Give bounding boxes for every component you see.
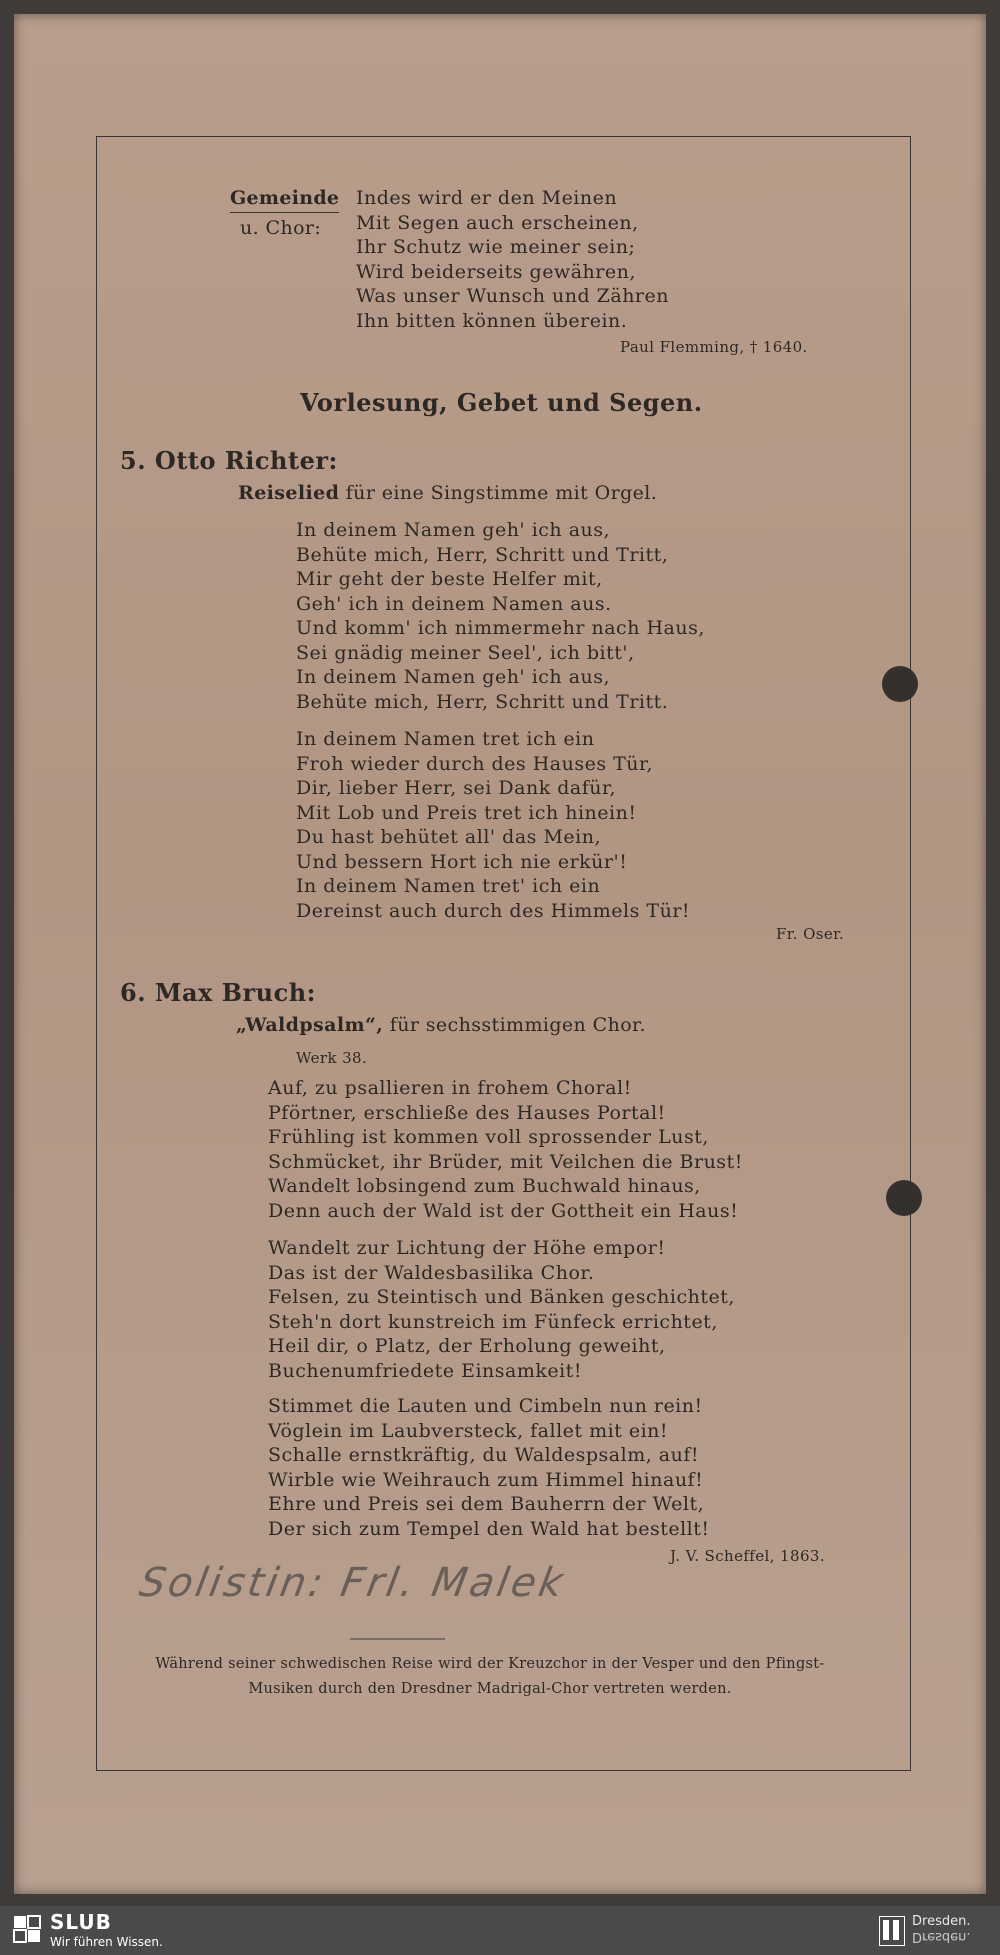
- work-description: für eine Singstimme mit Orgel.: [345, 482, 658, 504]
- verse-line: Vöglein im Laubversteck, fallet mit ein!: [268, 1419, 669, 1442]
- verse-line: Schalle ernstkräftig, du Waldespsalm, auf!: [268, 1444, 700, 1466]
- notice-line: Musiken durch den Dresdner Madrigal-Chor vertreten werden.: [248, 1681, 732, 1697]
- verse-line: Sei gnädig meiner Seel', ich bitt',: [296, 641, 635, 664]
- item-6-stanza-3: [268, 1394, 710, 1541]
- verse-line: Behüte mich, Herr, Schritt und Tritt,: [296, 543, 669, 566]
- slub-brand[interactable]: SLUB: [50, 1910, 112, 1934]
- punch-hole: [882, 666, 918, 702]
- verse-line: Dereinst auch durch des Himmels Tür!: [296, 899, 691, 922]
- verse-line: Ihn bitten können überein.: [356, 309, 628, 332]
- work-title: „Waldpsalm“,: [236, 1014, 384, 1036]
- verse-line: Der sich zum Tempel den Wald hat bestellt!: [268, 1517, 710, 1540]
- verse-line: Steh'n dort kunstreich im Fünfeck errichtet,: [268, 1310, 718, 1333]
- verse-line: Wandelt lobsingend zum Buchwald hinaus,: [268, 1175, 701, 1197]
- item-5-heading: [120, 446, 338, 475]
- verse-line: In deinem Namen geh' ich aus,: [296, 666, 611, 688]
- verse-line: Dir, lieber Herr, sei Dank dafür,: [296, 777, 617, 799]
- verse-line: Mit Segen auch erscheinen,: [356, 211, 639, 234]
- verse-line: Du hast behütet all' das Mein,: [296, 826, 602, 848]
- handwritten-note: Solistin: Frl. Malek: [135, 1560, 570, 1606]
- slub-tagline: Wir führen Wissen.: [50, 1935, 163, 1949]
- verse-line: Froh wieder durch des Hauses Tür,: [296, 752, 654, 775]
- interlude-heading: Vorlesung, Gebet und Segen.: [300, 388, 703, 417]
- speaker-label-gemeinde: Gemeinde: [230, 186, 339, 213]
- verse-line: Wirble wie Weihrauch zum Himmel hinauf!: [268, 1468, 704, 1491]
- item-6-stanza-2: [268, 1236, 735, 1383]
- item-6-stanza-1: [268, 1076, 743, 1223]
- item-6-work: [236, 1014, 646, 1036]
- composer-name: Max Bruch:: [154, 978, 317, 1007]
- item-5-stanza-1: [296, 518, 705, 714]
- item-5-work: [238, 482, 657, 504]
- verse-line: In deinem Namen geh' ich aus,: [296, 519, 611, 541]
- verse-line: Felsen, zu Steintisch und Bänken geschichtet,: [268, 1286, 735, 1308]
- dresden-partner-logo[interactable]: [912, 1914, 970, 1944]
- verse-line: Buchenumfriedete Einsamkeit!: [268, 1359, 582, 1382]
- viewer-footer: [0, 1906, 1000, 1955]
- gemeinde-verse: [356, 186, 669, 333]
- verse-line: Wird beiderseits gewähren,: [356, 260, 636, 283]
- author-credit: Fr. Oser.: [776, 925, 845, 943]
- author-credit: J. V. Scheffel, 1863.: [670, 1547, 826, 1565]
- verse-line: Ihr Schutz wie meiner sein;: [356, 236, 636, 258]
- item-number: 5.: [120, 446, 147, 475]
- punch-hole: [886, 1180, 922, 1216]
- verse-line: Schmücket, ihr Brüder, mit Veilchen die Brust!: [268, 1150, 743, 1173]
- partner-line: Dresden.: [912, 1929, 971, 1944]
- work-description: für sechsstimmigen Chor.: [389, 1014, 646, 1036]
- verse-line: Und komm' ich nimmermehr nach Haus,: [296, 617, 705, 639]
- verse-line: In deinem Namen tret' ich ein: [296, 875, 601, 897]
- verse-line: Stimmet die Lauten und Cimbeln nun rein!: [268, 1395, 703, 1417]
- verse-line: Geh' ich in deinem Namen aus.: [296, 592, 612, 615]
- author-credit: Paul Flemming, † 1640.: [620, 338, 808, 356]
- dresden-crest-icon[interactable]: [879, 1916, 905, 1946]
- verse-line: In deinem Namen tret ich ein: [296, 728, 595, 750]
- verse-line: Indes wird er den Meinen: [356, 187, 618, 209]
- work-title: Reiselied: [238, 482, 340, 504]
- slub-logo-icon[interactable]: [12, 1914, 40, 1942]
- composer-name: Otto Richter:: [154, 446, 338, 475]
- item-6-heading: [120, 978, 316, 1007]
- notice-text: [120, 1652, 860, 1702]
- opus-number: Werk 38.: [296, 1049, 368, 1067]
- partner-line: Dresden.: [912, 1914, 971, 1929]
- verse-line: Was unser Wunsch und Zähren: [356, 285, 669, 307]
- verse-line: Das ist der Waldesbasilika Chor.: [268, 1261, 595, 1284]
- verse-line: Behüte mich, Herr, Schritt und Tritt.: [296, 690, 669, 713]
- notice-line: Während seiner schwedischen Reise wird der Kreuzchor in der Vesper und den Pfingst-: [155, 1656, 825, 1672]
- item-5-stanza-2: [296, 727, 690, 923]
- verse-line: Ehre und Preis sei dem Bauherrn der Welt,: [268, 1493, 705, 1515]
- verse-line: Denn auch der Wald ist der Gottheit ein Haus!: [268, 1199, 739, 1222]
- verse-line: Mir geht der beste Helfer mit,: [296, 568, 603, 590]
- verse-line: Pförtner, erschließe des Hauses Portal!: [268, 1101, 666, 1124]
- verse-line: Und bessern Hort ich nie erkür'!: [296, 850, 628, 873]
- verse-line: Heil dir, o Platz, der Erholung geweiht,: [268, 1335, 666, 1357]
- item-number: 6.: [120, 978, 147, 1007]
- speaker-label-chor: u. Chor:: [240, 217, 322, 239]
- verse-line: Auf, zu psallieren in frohem Choral!: [268, 1077, 632, 1099]
- verse-line: Wandelt zur Lichtung der Höhe empor!: [268, 1237, 666, 1259]
- verse-line: Frühling ist kommen voll sprossender Lust,: [268, 1126, 709, 1148]
- handwritten-underline: [350, 1638, 445, 1640]
- verse-line: Mit Lob und Preis tret ich hinein!: [296, 801, 637, 824]
